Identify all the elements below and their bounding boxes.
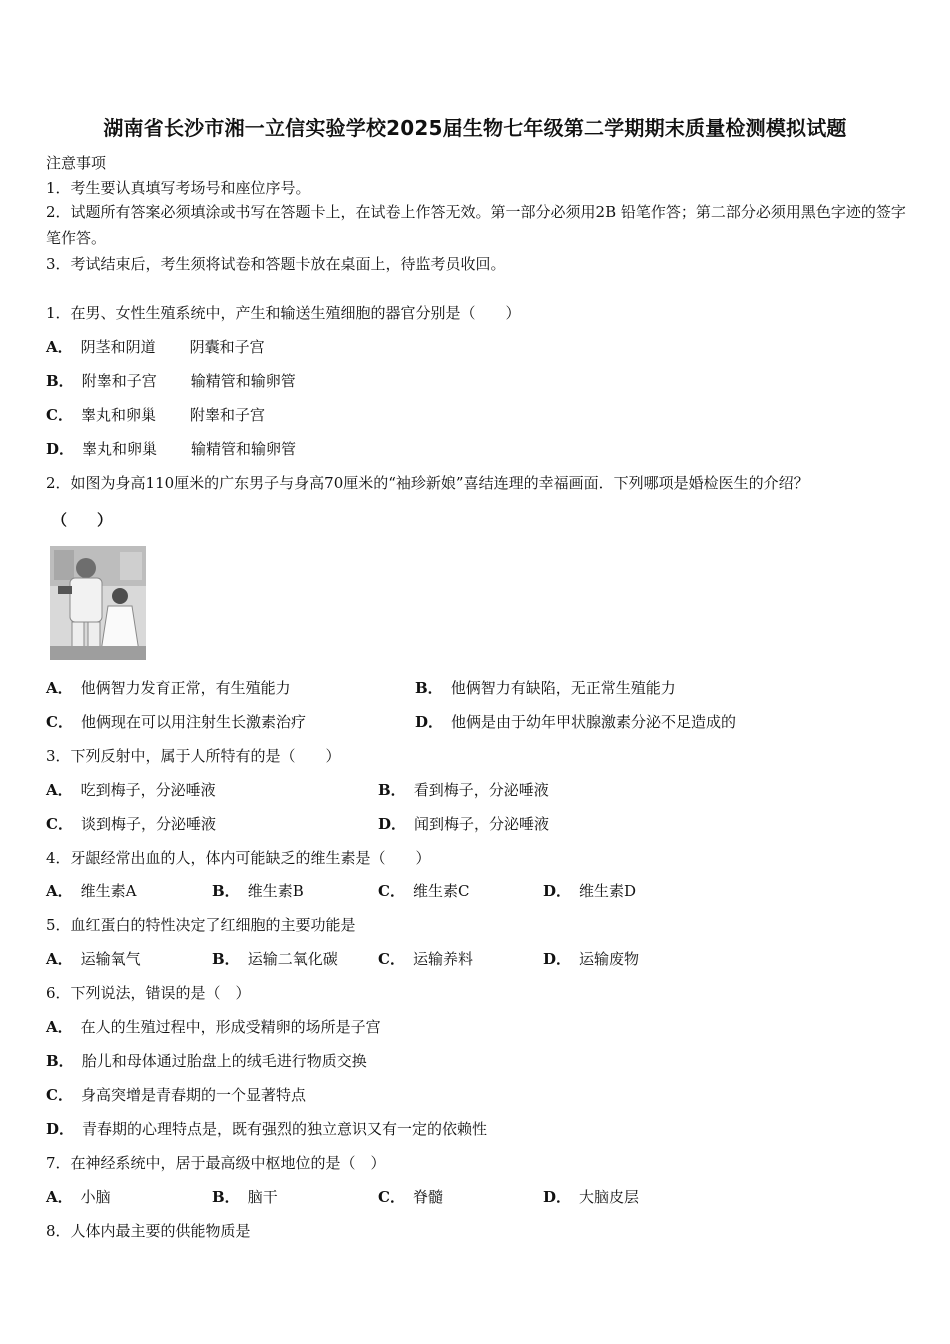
option-letter: D． [46, 440, 75, 458]
option-letter: B． [46, 372, 74, 390]
option-text: 他俩智力有缺陷，无正常生殖能力 [450, 679, 676, 697]
q7-option-c[interactable] [378, 1186, 443, 1207]
question-3-stem: 3．下列反射中，属于人所特有的是（ ） [46, 747, 341, 765]
q5-option-d[interactable] [543, 948, 639, 969]
option-text: 运输氧气 [80, 950, 141, 968]
option-letter: B． [212, 950, 240, 968]
question-8-stem: 8．人体内最主要的供能物质是 [46, 1222, 251, 1240]
option-letter: D． [46, 1120, 75, 1138]
question-6-stem: 6．下列说法，错误的是（ ） [46, 984, 251, 1002]
option-part: 输精管和输卵管 [191, 440, 297, 458]
option-letter: B． [378, 781, 406, 799]
q6-option-d[interactable] [46, 1118, 487, 1139]
option-letter: D． [543, 950, 572, 968]
option-text: 运输废物 [579, 950, 640, 968]
option-letter: B． [212, 882, 240, 900]
q3-option-d[interactable] [378, 813, 549, 834]
notice-heading: 注意事项 [46, 154, 107, 172]
notice-item: 2．试题所有答案必须填涂或书写在答题卡上，在试卷上作答无效。第一部分必须用2B 铅笔作答；第二部分必须用黑色字迹的签字笔作答。 [46, 203, 906, 247]
option-text: 维生素C [412, 882, 470, 900]
option-part: 附睾和子宫 [189, 406, 265, 424]
q1-option-d[interactable] [46, 438, 296, 459]
option-text: 大脑皮层 [579, 1188, 640, 1206]
question-2-stem: 2．如图为身高110厘米的广东男子与身高70厘米的“袖珍新娘”喜结连理的幸福画面．下列哪项是婚检医生的介绍？ [46, 474, 809, 492]
option-text: 他俩现在可以用注射生长激素治疗 [80, 713, 306, 731]
option-text: 脊髓 [412, 1188, 443, 1206]
option-letter: A． [46, 338, 73, 356]
option-letter: C． [378, 1188, 405, 1206]
q1-option-a[interactable] [46, 336, 265, 357]
q4-option-c[interactable] [378, 880, 469, 901]
option-text: 运输养料 [412, 950, 473, 968]
option-letter: D． [543, 882, 572, 900]
option-text: 维生素A [80, 882, 137, 900]
option-letter: B． [46, 1052, 74, 1070]
option-letter: C． [46, 1086, 73, 1104]
option-letter: C． [46, 713, 73, 731]
q2-option-d[interactable] [415, 711, 736, 732]
q3-option-c[interactable] [46, 813, 216, 834]
option-letter: A． [46, 882, 73, 900]
option-text: 吃到梅子，分泌唾液 [80, 781, 216, 799]
answer-paren: （ ） [52, 511, 113, 529]
option-text: 闻到梅子，分泌唾液 [414, 815, 550, 833]
option-letter: A． [46, 1188, 73, 1206]
option-letter: C． [378, 882, 405, 900]
q7-option-d[interactable] [543, 1186, 639, 1207]
option-letter: A． [46, 781, 73, 799]
option-text: 青春期的心理特点是，既有强烈的独立意识又有一定的依赖性 [82, 1120, 488, 1138]
q7-option-a[interactable] [46, 1186, 111, 1207]
option-letter: A． [46, 950, 73, 968]
q3-option-a[interactable] [46, 779, 216, 800]
q2-option-a[interactable] [46, 677, 291, 698]
option-part: 阴茎和阴道 [80, 338, 156, 356]
question-5-stem: 5．血红蛋白的特性决定了红细胞的主要功能是 [46, 916, 356, 934]
q5-option-b[interactable] [212, 948, 338, 969]
q2-option-b[interactable] [415, 677, 676, 698]
option-part: 阴囊和子宫 [189, 338, 265, 356]
option-text: 脑干 [247, 1188, 278, 1206]
q5-option-a[interactable] [46, 948, 141, 969]
option-letter: C． [378, 950, 405, 968]
q7-option-b[interactable] [212, 1186, 278, 1207]
q6-option-b[interactable] [46, 1050, 367, 1071]
option-part: 输精管和输卵管 [190, 372, 296, 390]
option-letter: C． [46, 815, 73, 833]
option-letter: D． [543, 1188, 572, 1206]
option-text: 维生素D [579, 882, 637, 900]
option-text: 身高突增是青春期的一个显著特点 [80, 1086, 306, 1104]
q5-option-c[interactable] [378, 948, 473, 969]
q1-option-c[interactable] [46, 404, 265, 425]
q4-option-a[interactable] [46, 880, 136, 901]
option-letter: B． [212, 1188, 240, 1206]
question-4-stem: 4．牙龈经常出血的人，体内可能缺乏的维生素是（ ） [46, 849, 431, 867]
option-text: 看到梅子，分泌唾液 [413, 781, 549, 799]
question-7-stem: 7．在神经系统中，居于最高级中枢地位的是（ ） [46, 1154, 386, 1172]
option-letter: A． [46, 679, 73, 697]
wedding-photo [50, 546, 146, 660]
option-text: 谈到梅子，分泌唾液 [80, 815, 216, 833]
q4-option-d[interactable] [543, 880, 636, 901]
notice-item: 1．考生要认真填写考场号和座位序号。 [46, 179, 311, 197]
option-text: 在人的生殖过程中，形成受精卵的场所是子宫 [80, 1018, 381, 1036]
option-part: 睾丸和卵巢 [80, 406, 156, 424]
option-letter: B． [415, 679, 443, 697]
option-letter: D． [415, 713, 444, 731]
page-title: 湖南省长沙市湘一立信实验学校2025届生物七年级第二学期期末质量检测模拟试题 [103, 116, 847, 140]
notice-item: 3．考试结束后，考生须将试卷和答题卡放在桌面上，待监考员收回。 [46, 255, 506, 273]
option-letter: A． [46, 1018, 73, 1036]
question-1-stem: 1．在男、女性生殖系统中，产生和输送生殖细胞的器官分别是（ ） [46, 304, 521, 322]
option-letter: D． [378, 815, 407, 833]
q6-option-c[interactable] [46, 1084, 306, 1105]
option-text: 他俩智力发育正常，有生殖能力 [80, 679, 291, 697]
option-text: 胎儿和母体通过胎盘上的绒毛进行物质交换 [81, 1052, 367, 1070]
option-text: 维生素B [247, 882, 304, 900]
q1-option-b[interactable] [46, 370, 296, 391]
option-text: 他俩是由于幼年甲状腺激素分泌不足造成的 [451, 713, 737, 731]
option-letter: C． [46, 406, 73, 424]
q4-option-b[interactable] [212, 880, 304, 901]
q3-option-b[interactable] [378, 779, 549, 800]
option-part: 附睾和子宫 [81, 372, 157, 390]
option-text: 小脑 [80, 1188, 111, 1206]
q6-option-a[interactable] [46, 1016, 381, 1037]
q2-option-c[interactable] [46, 711, 306, 732]
option-text: 运输二氧化碳 [247, 950, 338, 968]
option-part: 睾丸和卵巢 [82, 440, 158, 458]
